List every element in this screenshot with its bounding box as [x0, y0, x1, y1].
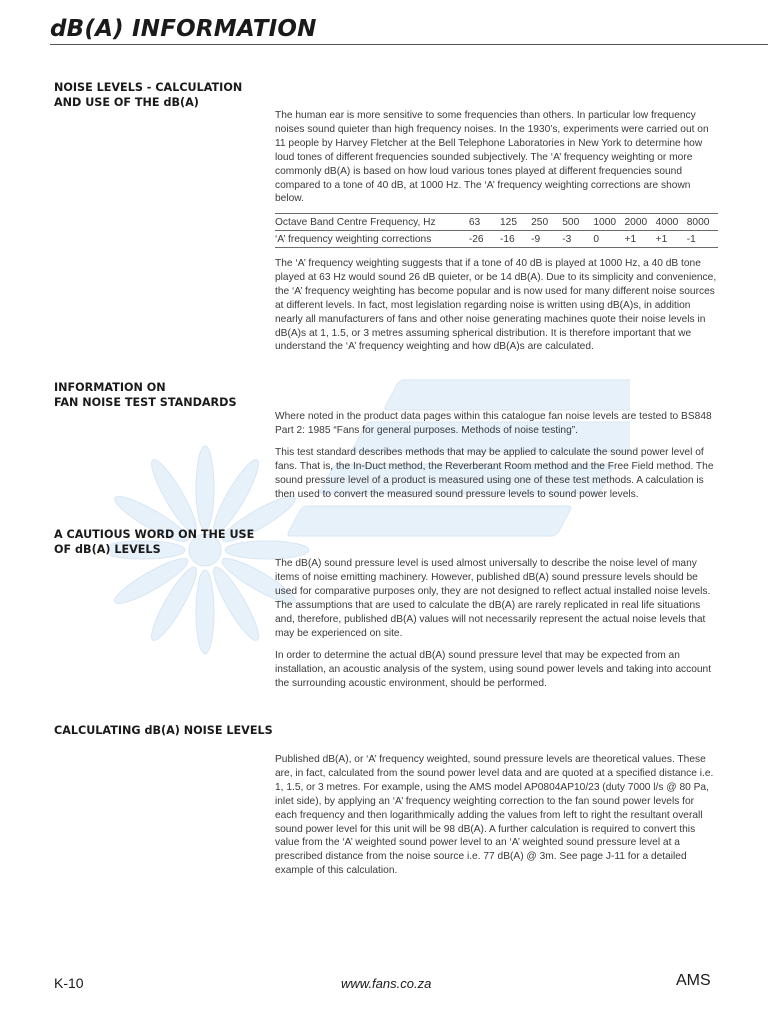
- page-number: K-10: [54, 975, 84, 991]
- frequency-cell: 250: [531, 214, 562, 231]
- correction-row-label: ‘A’ frequency weighting corrections: [275, 231, 469, 248]
- cautious-word-paragraph-1: The dB(A) sound pressure level is used almost universally to describe the noise level of many items of noise emitting machinery. However, published dB(A) sound pressure levels should be used for comparative purposes only, they are not designed to reflect actual installed noise levels. The assumptions that are used to calculate the dB(A) are rarely replicated in real life situations and, therefore, published dB(A) values will not necessarily represent the actual noise levels that may be experienced on site.: [275, 558, 711, 639]
- correction-cell: 0: [593, 231, 624, 248]
- test-standards-paragraph-1: Where noted in the product data pages within this catalogue fan noise levels are tested to BS848 Part 2: 1985 “Fans for general purposes. Methods of noise testing”.: [275, 411, 712, 436]
- heading-test-standards-line-1: INFORMATION ON: [54, 381, 166, 394]
- heading-calculating: CALCULATING dB(A) NOISE LEVELS: [54, 724, 273, 737]
- frequency-cell: 4000: [656, 214, 687, 231]
- test-standards-paragraph-2: This test standard describes methods that may be applied to calculate the sound power level of fans. That is, the In-Duct method, the Reverberant Room method and the Free Field method. The sound pressure level of a product is measured using one of these test methods. A calculation is then used to convert the measured sound pressure levels to sound power levels.: [275, 447, 714, 500]
- correction-cell: +1: [625, 231, 656, 248]
- frequency-cell: 1000: [593, 214, 624, 231]
- calculating-paragraph-1: Published dB(A), or ‘A’ frequency weighted, sound pressure levels are theoretical values. These are, in fact, calculated from the sound power level data and are quoted at a specified distance i.e. 1, 1.5, or 3 metres. For example, using the AMS model AP0804AP10/23 (duty 7000 l/s @ 80 Pa, inlet side), by applying an ‘A’ frequency weighting correction to the fan sound power levels for each frequency and then logarithmically adding the values from left to right the resultant overall sound power level for this unit will be 98 dB(A). A further calculation is required to convert this value from the ‘A’ weighted sound power level to an ‘A’ weighted sound pressure level at a prescribed distance from the noise source i.e. 77 dB(A) @ 3m. See page J-11 for a detailed example of this calculation.: [275, 754, 714, 877]
- heading-test-standards: [54, 380, 269, 410]
- cautious-word-paragraph-2: In order to determine the actual dB(A) sound pressure level that may be expected from an installation, an acoustic analysis of the system, using sound power levels and taking into account the surrounding acoustic environment, should be performed.: [275, 650, 712, 689]
- correction-cell: +1: [656, 231, 687, 248]
- frequency-cell: 63: [469, 214, 500, 231]
- frequency-cell: 500: [562, 214, 593, 231]
- title-rule: [50, 44, 768, 45]
- noise-levels-paragraph-2: The ‘A’ frequency weighting suggests that if a tone of 40 dB is played at 1000 Hz, a 40 dB tone played at 63 Hz would sound 26 dB quieter, or be 14 dB(A). Due to its simplicity and convenience, the ‘A’ frequency weighting has become popular and is now used for many different noise sources at different levels. In fact, most legislation regarding noise is written using dB(A)s, in addition nearly all manufacturers of fans and other noise generating machines quote their noise levels in dB(A)s at 1, 1.5, or 3 metres assuming spherical distribution. It is therefore important that we understand the ‘A’ frequency weighting and how dB(A)s are calculated.: [275, 258, 717, 353]
- frequency-cell: 8000: [687, 214, 718, 231]
- brand-logo: AMS: [676, 972, 711, 989]
- heading-noise-levels: NOISE LEVELS - CALCULATION AND USE OF THE dB(A): [54, 81, 243, 109]
- correction-cell: -9: [531, 231, 562, 248]
- page-title: dB(A) INFORMATION: [50, 16, 317, 42]
- a-weighting-table: [275, 213, 718, 248]
- correction-cell: -26: [469, 231, 500, 248]
- heading-test-standards-line-2: FAN NOISE TEST STANDARDS: [54, 396, 237, 409]
- correction-cell: -1: [687, 231, 718, 248]
- frequency-cell: 125: [500, 214, 531, 231]
- heading-cautious-word: A CAUTIOUS WORD ON THE USE OF dB(A) LEVELS: [54, 528, 255, 556]
- correction-cell: -3: [562, 231, 593, 248]
- frequency-row-label: Octave Band Centre Frequency, Hz: [275, 214, 469, 231]
- frequency-cell: 2000: [625, 214, 656, 231]
- footer-website-link[interactable]: www.fans.co.za: [341, 976, 432, 991]
- noise-levels-paragraph-1: The human ear is more sensitive to some frequencies than others. In particular low frequency noises sound quieter than high frequency noises. In the 1930’s, experiments were carried out on 11 people by Harvey Fletcher at the Bell Telephone Laboratories in New York to determine how loud tones of different frequencies sounded subjectively. The ‘A’ frequency weighting or more commonly dB(A) is based on how loud various tones played at different frequencies sound compared to a tone of 40 dB, at 1000 Hz. The ‘A’ frequency weighting corrections are shown below.: [275, 110, 709, 205]
- frequency-row: [275, 214, 718, 231]
- correction-row: [275, 231, 718, 248]
- correction-cell: -16: [500, 231, 531, 248]
